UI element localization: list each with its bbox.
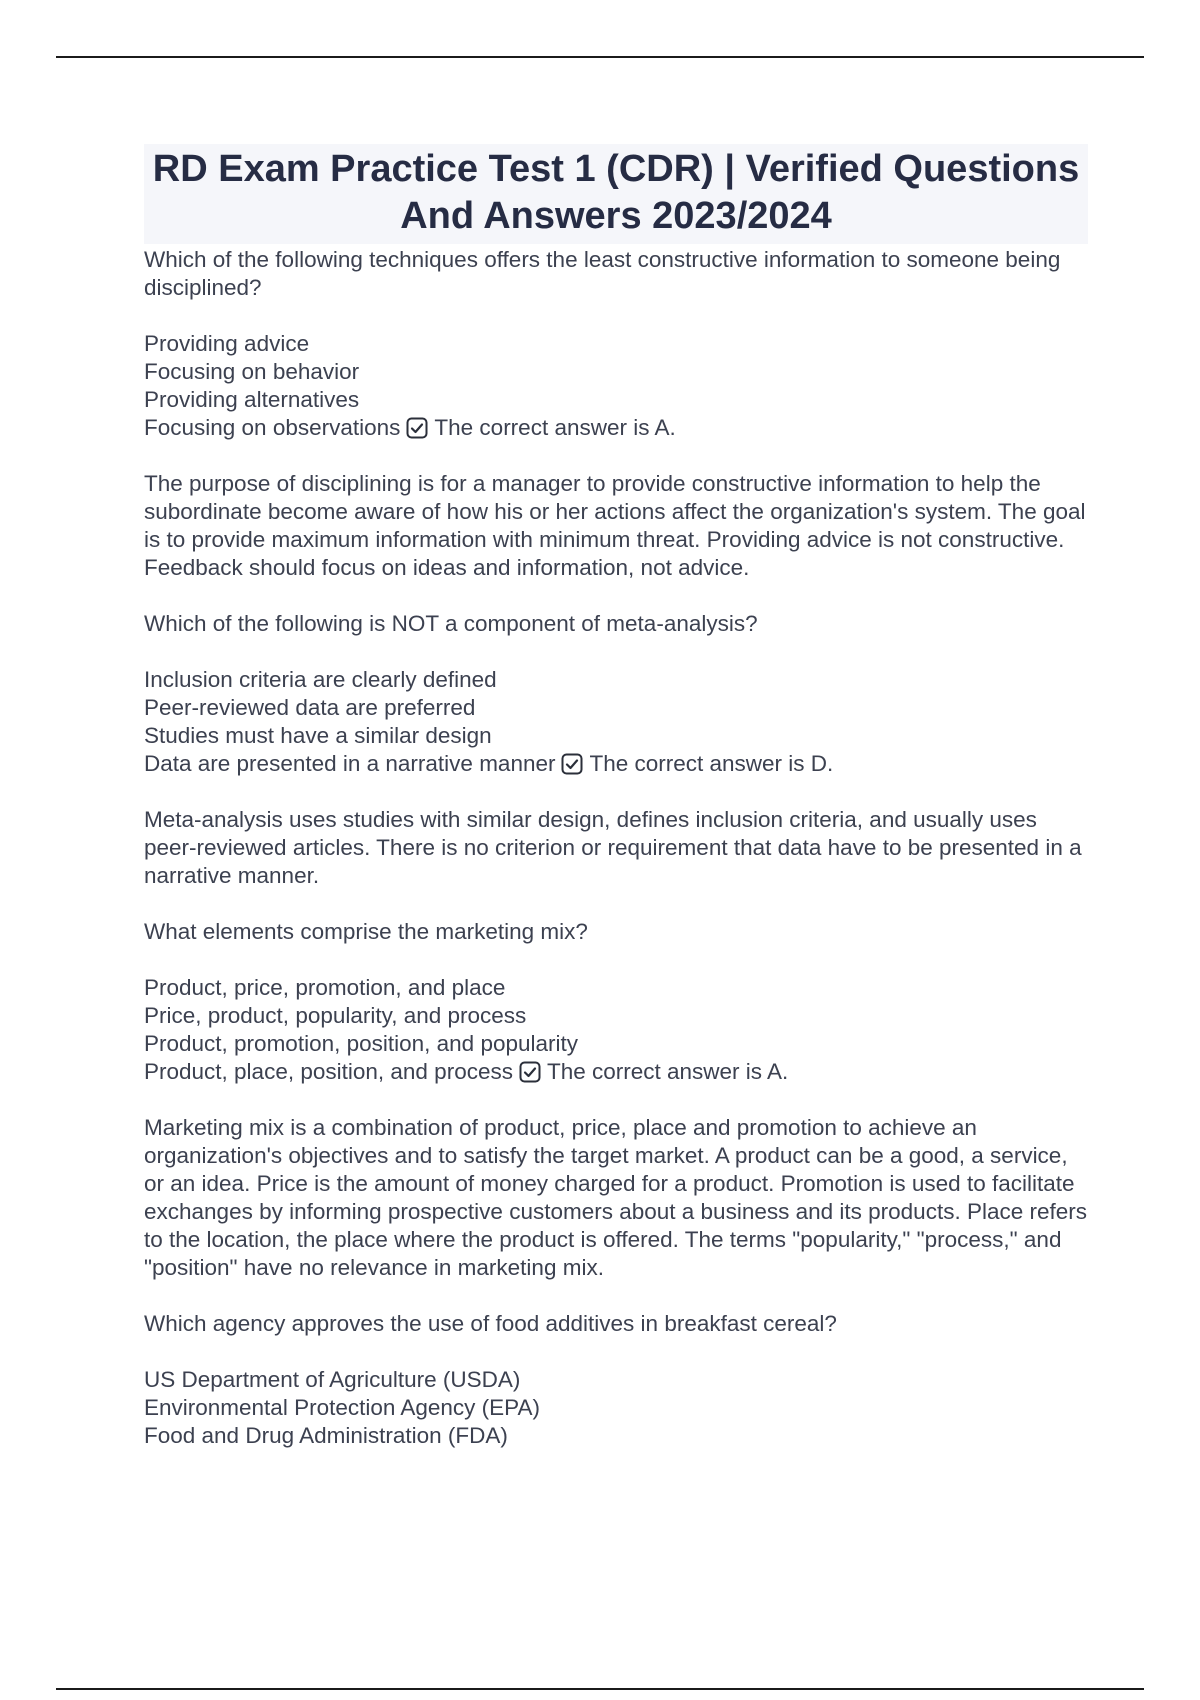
checkbox-checked-icon	[519, 1061, 541, 1083]
option-item: Focusing on behavior	[144, 359, 360, 384]
option-item: Food and Drug Administration (FDA)	[144, 1423, 508, 1448]
option-text: Data are presented in a narrative manner	[144, 751, 556, 776]
options-list	[144, 974, 1088, 1086]
title-banner	[144, 144, 1088, 244]
option-item: Providing alternatives	[144, 387, 360, 412]
option-text: Product, place, position, and process	[144, 1059, 513, 1084]
option-item: Studies must have a similar design	[144, 723, 492, 748]
question-block-3	[144, 918, 1088, 1282]
option-item: Product, price, promotion, and place	[144, 975, 506, 1000]
option-item-last	[144, 1058, 1088, 1086]
question-block-2	[144, 610, 1088, 890]
top-rule	[56, 56, 1144, 58]
option-item: Inclusion criteria are clearly defined	[144, 667, 497, 692]
correct-answer: The correct answer is A.	[434, 415, 676, 440]
correct-answer: The correct answer is D.	[589, 751, 834, 776]
question-block-1	[144, 246, 1088, 582]
correct-answer: The correct answer is A.	[546, 1059, 789, 1084]
question-block-4	[144, 1310, 1088, 1450]
explanation-text: The purpose of disciplining is for a manager to provide constructive information to help the subordinate become aware of how his or her actions affect the organization's system. The goal is to provide maximum information with minimum threat. Providing advice is not constructive. Feedback should focus on ideas and information, not advice.	[144, 471, 1086, 580]
question-text: Which agency approves the use of food additives in breakfast cereal?	[144, 1311, 837, 1336]
page-title: RD Exam Practice Test 1 (CDR) | Verified Questions And Answers 2023/2024	[152, 148, 1080, 237]
option-item: US Department of Agriculture (USDA)	[144, 1367, 521, 1392]
option-item-last	[144, 414, 1088, 442]
option-item: Price, product, popularity, and process	[144, 1003, 527, 1028]
checkbox-checked-icon	[406, 417, 428, 439]
question-text: Which of the following is NOT a component of meta-analysis?	[144, 611, 758, 636]
explanation-text: Meta-analysis uses studies with similar design, defines inclusion criteria, and usually uses peer-reviewed articles. There is no criterion or requirement that data have to be presented in a narrative manner.	[144, 807, 1082, 888]
explanation-text: Marketing mix is a combination of product, price, place and promotion to achieve an organization's objectives and to satisfy the target market. A product can be a good, a service, or an idea. Price is the amount of money charged for a product. Promotion is used to facilitate exchanges by informing prospective customers about a business and its products. Place refers to the location, the place where the product is offered. The terms "popularity," "process," and "position" have no relevance in marketing mix.	[144, 1115, 1087, 1280]
option-item: Environmental Protection Agency (EPA)	[144, 1395, 541, 1420]
options-list	[144, 666, 1088, 778]
bottom-rule	[56, 1688, 1144, 1690]
option-item: Peer-reviewed data are preferred	[144, 695, 476, 720]
question-text: Which of the following techniques offers the least constructive information to someone being disciplined?	[144, 247, 1061, 300]
option-text: Focusing on observations	[144, 415, 401, 440]
options-list	[144, 1366, 1088, 1450]
document-page	[144, 144, 1088, 1450]
option-item: Product, promotion, position, and popularity	[144, 1031, 579, 1056]
checkbox-checked-icon	[561, 753, 583, 775]
option-item: Providing advice	[144, 331, 310, 356]
options-list	[144, 330, 1088, 442]
question-text: What elements comprise the marketing mix?	[144, 919, 588, 944]
option-item-last	[144, 750, 1088, 778]
